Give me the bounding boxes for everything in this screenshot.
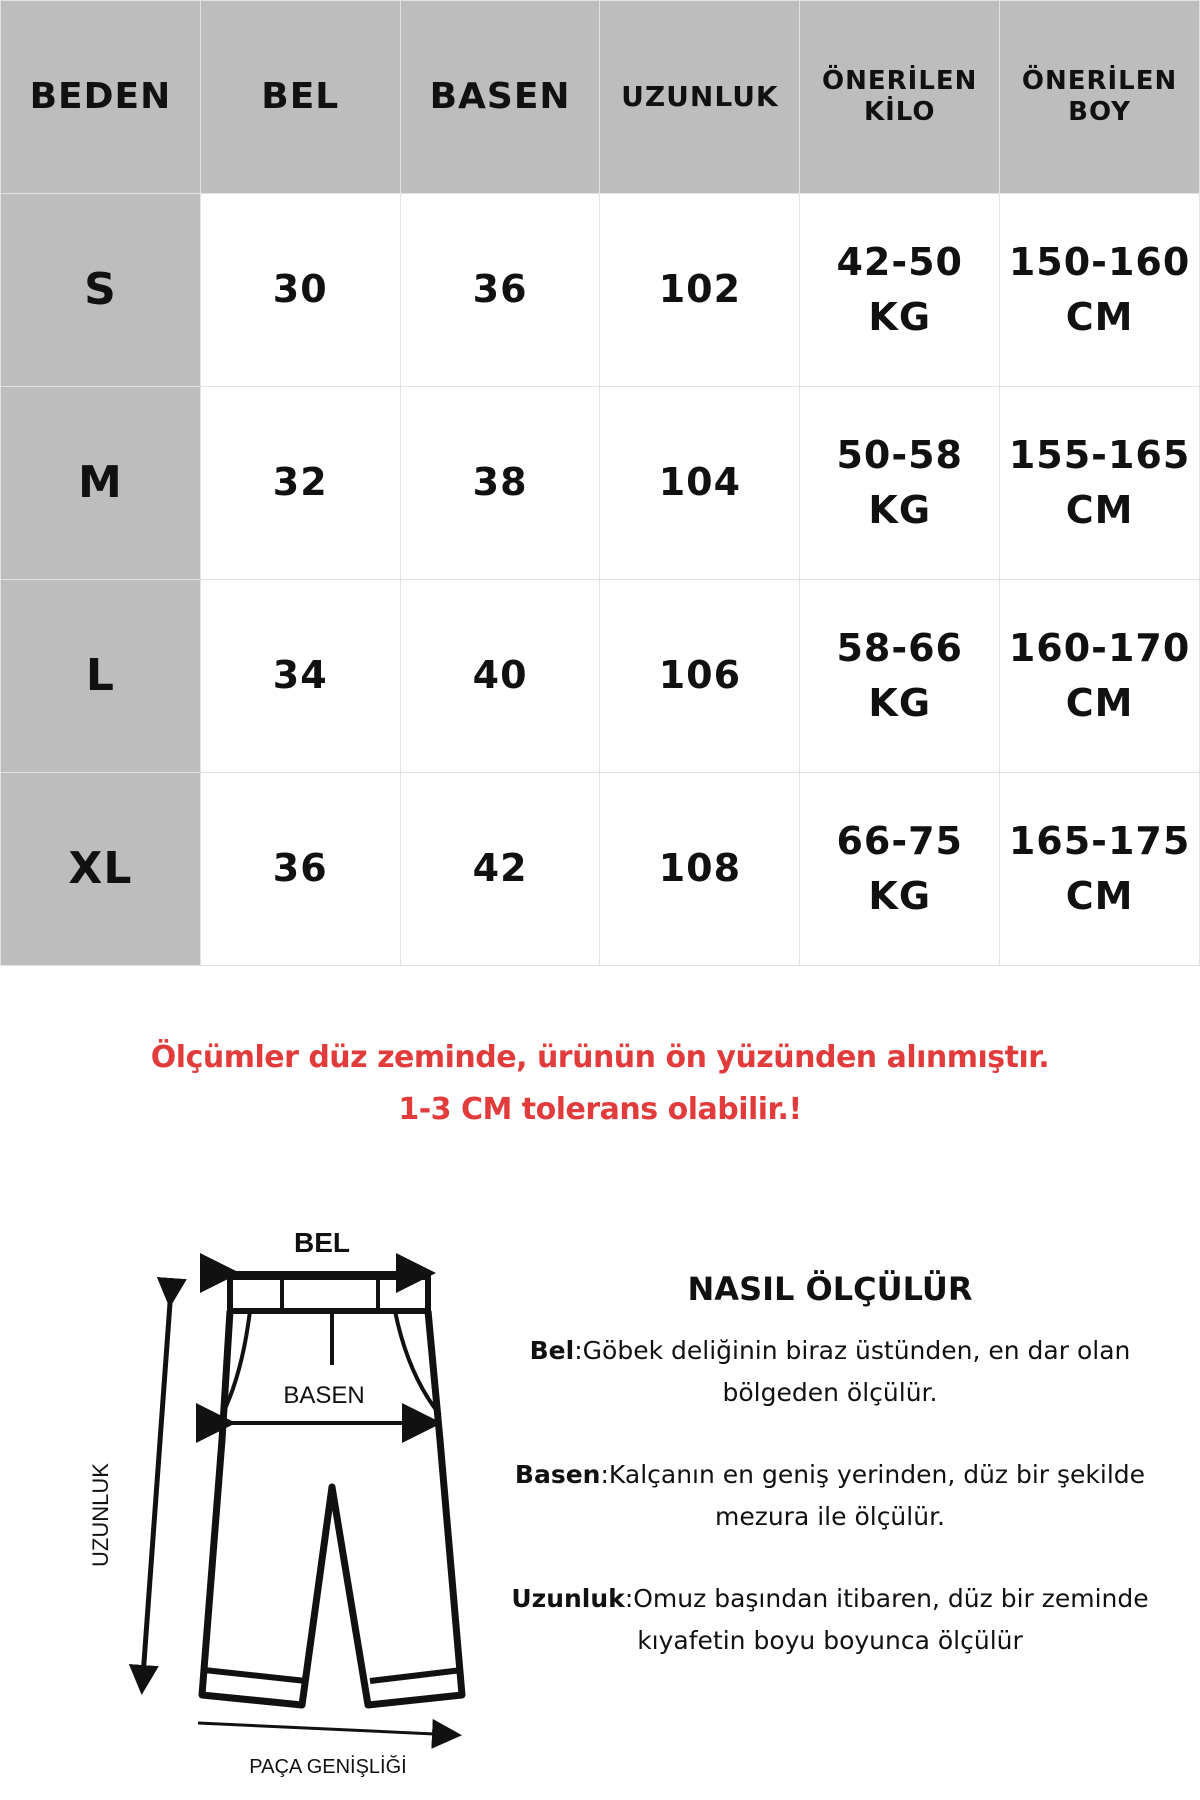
guide-text: Göbek deliğinin biraz üstünden, en dar olan bölgeden ölçülür. — [582, 1336, 1131, 1407]
table-row — [1, 387, 1200, 580]
hip-label: BASEN — [283, 1382, 365, 1409]
table-row — [1, 194, 1200, 387]
height-cell — [1000, 194, 1200, 387]
length-arrow — [142, 1303, 170, 1690]
header-hip: BASEN — [400, 1, 600, 194]
guide-title: NASIL ÖLÇÜLÜR — [687, 1270, 973, 1308]
header-height-line2: BOY — [1068, 97, 1131, 127]
hip-cell: 40 — [400, 580, 600, 773]
size-cell: L — [1, 580, 201, 773]
measurement-guide — [500, 1270, 1160, 1702]
length-cell: 106 — [600, 580, 800, 773]
header-waist: BEL — [200, 1, 400, 194]
table-row — [1, 773, 1200, 966]
length-cell: 104 — [600, 387, 800, 580]
weight-cell — [800, 580, 1000, 773]
length-cell: 108 — [600, 773, 800, 966]
waist-cell: 36 — [200, 773, 400, 966]
header-height-line1: ÖNERİLEN — [1021, 65, 1178, 96]
weight-cell — [800, 773, 1000, 966]
leg-width-arrow — [198, 1723, 456, 1735]
guide-term: Bel — [529, 1336, 575, 1365]
length-cell: 102 — [600, 194, 800, 387]
table-row — [1, 580, 1200, 773]
table-header-row — [1, 1, 1200, 194]
height-range: 155-165 — [1008, 432, 1191, 477]
weight-range: 66-75 — [836, 818, 963, 863]
size-cell: S — [1, 194, 201, 387]
weight-unit: KG — [868, 488, 932, 532]
hip-cell: 36 — [400, 194, 600, 387]
height-cell — [1000, 773, 1200, 966]
height-cell — [1000, 387, 1200, 580]
header-length: UZUNLUK — [600, 1, 800, 194]
length-label: UZUNLUK — [88, 1463, 113, 1567]
measurement-diagram — [70, 1215, 470, 1789]
header-weight — [800, 1, 1000, 194]
size-cell: M — [1, 387, 201, 580]
height-unit: CM — [1065, 874, 1134, 918]
guide-text: Kalçanın en geniş yerinden, düz bir şekilde mezura ile ölçülür. — [608, 1460, 1146, 1531]
guide-term: Basen — [514, 1460, 601, 1489]
weight-cell — [800, 387, 1000, 580]
size-cell: XL — [1, 773, 201, 966]
header-height — [1000, 1, 1200, 194]
height-range: 150-160 — [1008, 239, 1191, 284]
waist-cell: 34 — [200, 580, 400, 773]
weight-range: 58-66 — [836, 625, 963, 670]
header-size: BEDEN — [1, 1, 201, 194]
waist-label: BEL — [294, 1227, 350, 1258]
leg-width-label: PAÇA GENİŞLİĞİ — [249, 1756, 407, 1778]
header-weight-line1: ÖNERİLEN — [822, 65, 978, 96]
weight-unit: KG — [868, 874, 932, 918]
height-unit: CM — [1065, 295, 1134, 339]
header-weight-line2: KİLO — [863, 97, 936, 127]
height-range: 165-175 — [1008, 818, 1191, 863]
height-unit: CM — [1065, 488, 1134, 532]
waist-cell: 32 — [200, 387, 400, 580]
hip-cell: 38 — [400, 387, 600, 580]
trousers-icon — [70, 1215, 470, 1785]
guide-term: Uzunluk — [511, 1584, 625, 1613]
tolerance-note-line2: 1-3 CM tolerans olabilir.! — [398, 1092, 802, 1127]
weight-cell — [800, 194, 1000, 387]
hip-cell: 42 — [400, 773, 600, 966]
weight-range: 50-58 — [836, 432, 963, 477]
height-unit: CM — [1065, 681, 1134, 725]
guide-item-waist: Bel:Göbek deliğinin biraz üstünden, en dar olan bölgeden ölçülür. — [529, 1336, 1131, 1407]
waist-cell: 30 — [200, 194, 400, 387]
guide-item-hip: Basen:Kalçanın en geniş yerinden, düz bir şekilde mezura ile ölçülür. — [514, 1460, 1146, 1531]
height-range: 160-170 — [1008, 625, 1191, 670]
weight-unit: KG — [868, 295, 932, 339]
weight-unit: KG — [868, 681, 932, 725]
tolerance-note-line1: Ölçümler düz zeminde, ürünün ön yüzünden alınmıştır. — [150, 1040, 1050, 1075]
guide-item-length: Uzunluk:Omuz başından itibaren, düz bir zeminde kıyafetin boyu boyunca ölçülür — [511, 1584, 1149, 1655]
guide-text: Omuz başından itibaren, düz bir zeminde kıyafetin boyu boyunca ölçülür — [633, 1584, 1149, 1655]
weight-range: 42-50 — [836, 239, 963, 284]
height-cell — [1000, 580, 1200, 773]
